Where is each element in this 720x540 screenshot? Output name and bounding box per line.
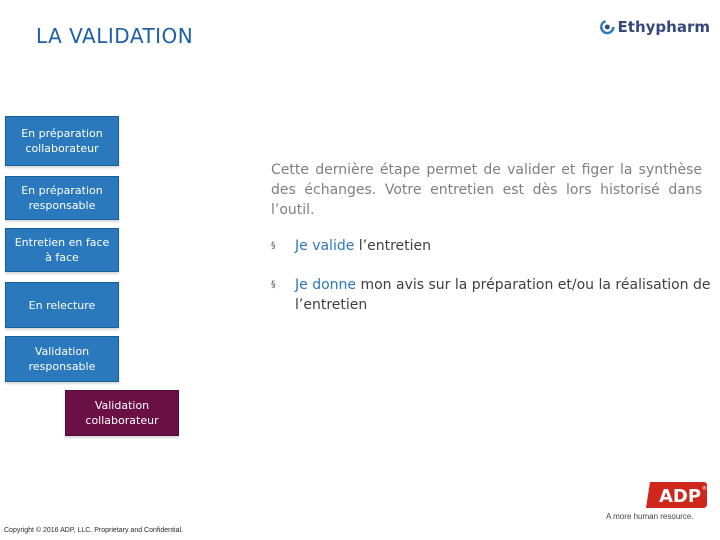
bullet-highlight: Je valide (295, 238, 355, 254)
bullet-marker: § (271, 280, 276, 290)
adp-registered-mark: ® (702, 486, 707, 492)
step-en-relecture: En relecture (5, 282, 119, 328)
ethypharm-logo-icon (600, 15, 615, 39)
page-title: LA VALIDATION (36, 24, 194, 48)
bullet-highlight: Je donne (295, 277, 357, 293)
step-validation-responsable: Validation responsable (5, 336, 119, 382)
intro-paragraph: Cette dernière étape permet de valider et figer la synthèse des échanges. Votre entretien est dès lors historisé dans l’outil. (271, 162, 702, 218)
bullet-item (271, 275, 711, 315)
ethypharm-logo-text: Ethypharm (617, 18, 710, 36)
bullet-text: l’entretien (354, 238, 432, 254)
copyright-text: Copyright © 2016 ADP, LLC. Proprietary and Confidential. (4, 527, 183, 534)
step-preparation-responsable: En préparation responsable (5, 176, 119, 220)
adp-logo-text: ADP (658, 486, 702, 507)
adp-tagline: A more human resource. (606, 512, 694, 521)
step-preparation-collaborateur: En préparation collaborateur (5, 116, 119, 166)
step-entretien-face-a-face: Entretien en face à face (5, 228, 119, 272)
bullet-marker: § (271, 241, 276, 251)
adp-logo (644, 480, 708, 510)
ethypharm-logo (600, 14, 710, 40)
bullet-text: mon avis sur la préparation et/ou la réalisation de l’entretien (295, 277, 711, 313)
step-validation-collaborateur: Validation collaborateur (65, 390, 179, 436)
bullet-item (271, 236, 711, 256)
